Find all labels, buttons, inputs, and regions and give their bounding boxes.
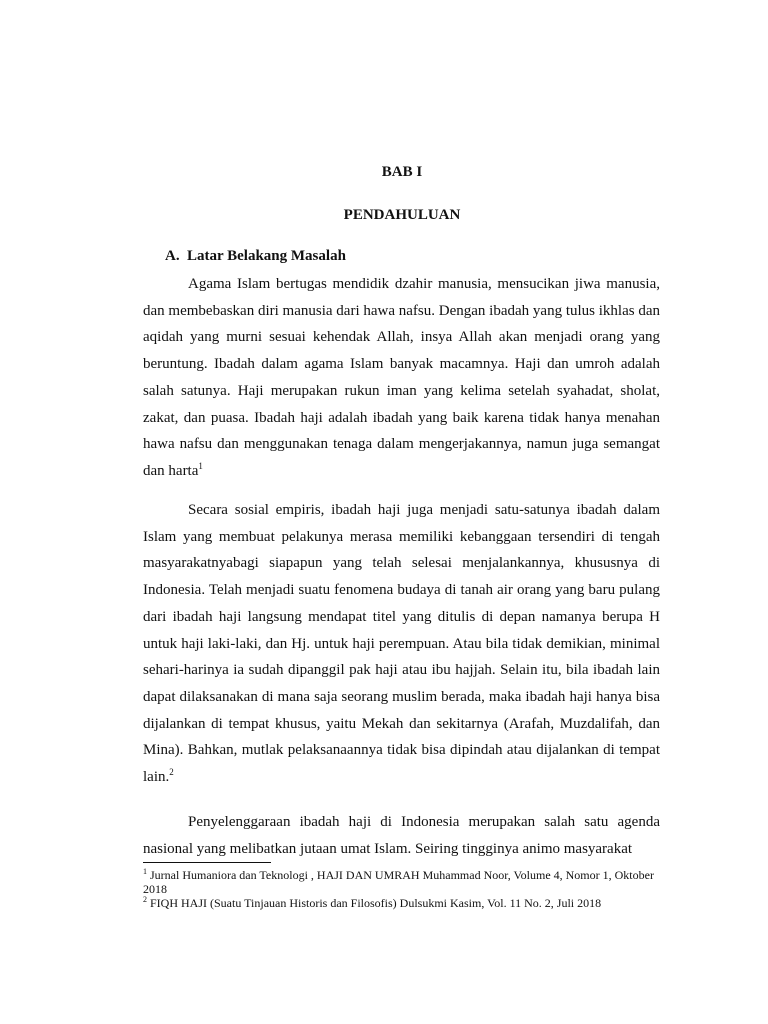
section-title: Latar Belakang Masalah xyxy=(187,248,346,264)
paragraph-text: Agama Islam bertugas mendidik dzahir manusia, mensucikan jiwa manusia, dan membebaskan diri manusia dari hawa nafsu. Dengan ibadah yang tulus ikhlas dan aqidah yang murni sesuai kehendak Allah, insya Allah akan menjadi orang yang beruntung. Ibadah dalam agama Islam banyak macamnya. Haji dan umroh adalah salah satunya. Haji merupakan rukun iman yang kelima setelah syahadat, sholat, zakat, dan puasa. Ibadah haji adalah ibadah yang baik karena tidak hanya menahan hawa nafsu dan menggunakan tenaga dalam mengerjakannya, namun juga semangat dan harta xyxy=(143,276,660,479)
chapter-number: BAB I xyxy=(381,164,423,180)
chapter-title: PENDAHULUAN xyxy=(343,207,461,223)
footnote-1 xyxy=(143,868,660,896)
paragraph-2 xyxy=(143,497,660,791)
footnotes xyxy=(143,868,660,910)
paragraph-3 xyxy=(143,809,660,862)
footnote-text: Jurnal Humaniora dan Teknologi , HAJI DAN UMRAH Muhammad Noor, Volume 4, Nomor 1, Oktober 2018 xyxy=(143,868,654,896)
footnote-number: 2 xyxy=(143,895,147,904)
footnote-text: FIQH HAJI (Suatu Tinjauan Historis dan Filosofis) Dulsukmi Kasim, Vol. 11 No. 2, Juli 2018 xyxy=(150,896,602,910)
footnote-reference: 1 xyxy=(198,460,203,471)
section-marker: A. xyxy=(165,248,180,264)
paragraph-text: Penyelenggaraan ibadah haji di Indonesia merupakan salah satu agenda nasional yang melibatkan jutaan umat Islam. Seiring tingginya animo masyarakat xyxy=(143,814,660,857)
paragraph-text: Secara sosial empiris, ibadah haji juga menjadi satu-satunya ibadah dalam Islam yang membuat pelakunya merasa memiliki kebanggaan tersendiri di tengah masyarakatnyabagi siapapun yang telah selesai menjalankannya, khususnya di Indonesia. Telah menjadi suatu fenomena budaya di tanah air orang yang baru pulang dari ibadah haji langsung mendapat titel yang ditulis di depan namanya berupa H untuk haji laki-laki, dan Hj. untuk haji perempuan. Atau bila tidak demikian, minimal sehari-harinya ia sudah dipanggil pak haji atau ibu hajjah. Selain itu, bila ibadah lain dapat dilaksanakan di mana saja seorang muslim berada, maka ibadah haji hanya bisa dijalankan di tempat khusus, yaitu Mekah dan sekitarnya (Arafah, Muzdalifah, dan Mina). Bahkan, mutlak pelaksanaannya tidak bisa dipindah atau dijalankan di tempat lain. xyxy=(143,502,660,786)
footnote-number: 1 xyxy=(143,867,147,876)
footnote-2 xyxy=(143,896,660,910)
footnote-separator xyxy=(143,862,271,863)
footnote-reference: 2 xyxy=(169,767,174,778)
paragraph-1 xyxy=(143,271,660,485)
section-heading xyxy=(165,246,346,266)
